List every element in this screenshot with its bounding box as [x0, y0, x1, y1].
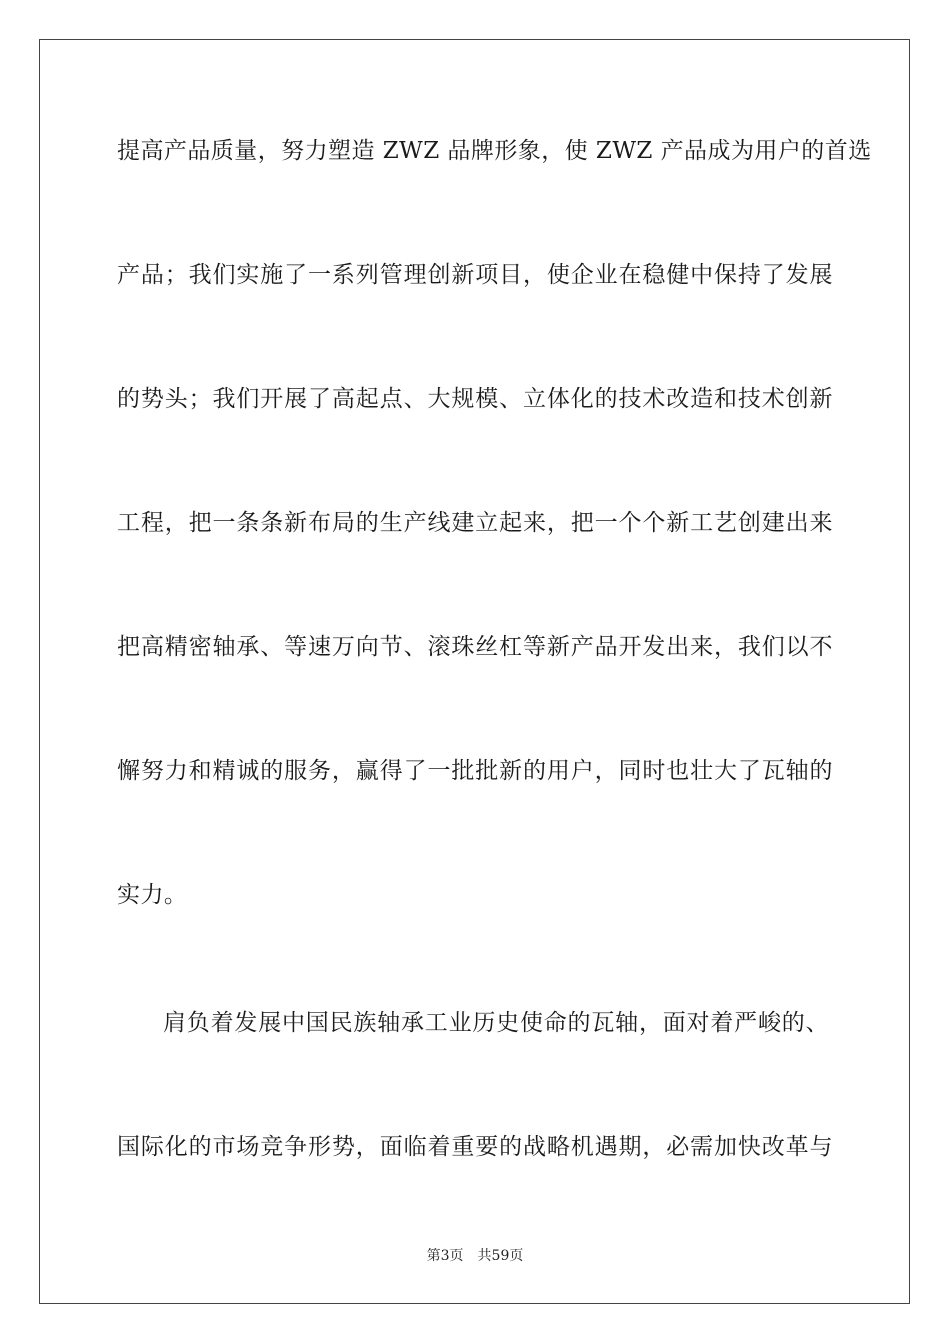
body-line-7: 实力。 [117, 882, 188, 908]
paragraph-2-line-1: 肩负着发展中国民族轴承工业历史使命的瓦轴，面对着严峻的、 [163, 1010, 829, 1036]
body-line-4: 工程，把一条条新布局的生产线建立起来，把一个个新工艺创建出来 [117, 510, 833, 536]
body-line-2: 产品；我们实施了一系列管理创新项目，使企业在稳健中保持了发展 [117, 262, 833, 288]
page-number: 第3页 [426, 1248, 464, 1264]
body-line-6: 懈努力和精诚的服务，赢得了一批批新的用户，同时也壮大了瓦轴的 [117, 758, 833, 784]
body-line-1: 提高产品质量，努力塑造 ZWZ 品牌形象，使 ZWZ 产品成为用户的首选 [117, 138, 872, 164]
body-line-3: 的势头；我们开展了高起点、大规模、立体化的技术改造和技术创新 [117, 386, 833, 412]
paragraph-2-line-2: 国际化的市场竞争形势，面临着重要的战略机遇期，必需加快改革与 [117, 1134, 833, 1160]
page-footer [0, 1247, 950, 1265]
body-line-5: 把高精密轴承、等速万向节、滚珠丝杠等新产品开发出来，我们以不 [117, 634, 833, 660]
page-border [39, 39, 910, 1304]
page-total: 共59页 [477, 1248, 524, 1264]
